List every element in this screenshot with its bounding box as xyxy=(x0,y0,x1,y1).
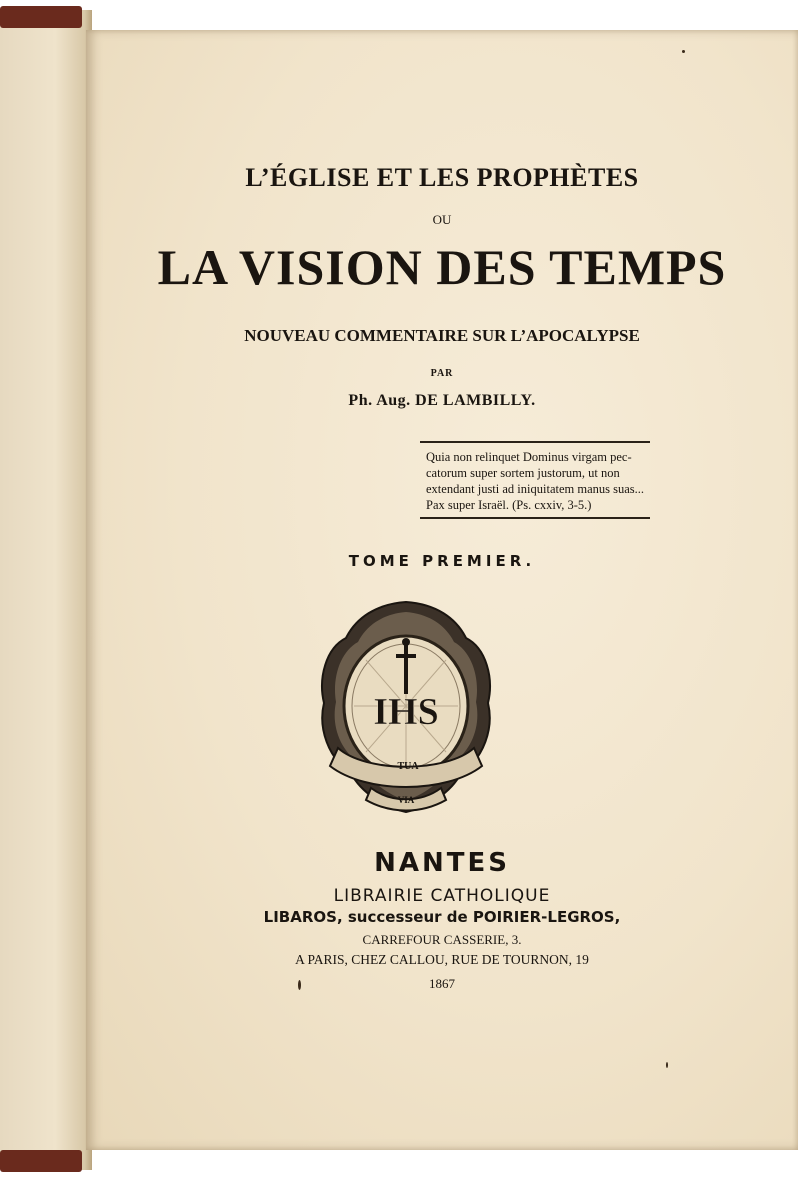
publisher-successor: LIBAROS, successeur de POIRIER-LEGROS, xyxy=(263,908,621,926)
subtitle: NOUVEAU COMMENTAIRE SUR L’APOCALYPSE xyxy=(244,326,640,345)
epigraph-line: extendant justi ad iniquitatem manus suas... xyxy=(426,482,645,496)
title-conjunction: OU xyxy=(432,212,452,227)
ihs-emblem-icon xyxy=(316,598,496,818)
emblem-ribbon-bottom: VIA xyxy=(397,795,415,805)
volume-label: TOME PREMIER. xyxy=(348,552,536,570)
publisher-city: NANTES xyxy=(374,848,510,878)
epigraph-line: catorum super sortem justorum, ut non xyxy=(426,466,620,480)
by-label: PAR xyxy=(430,368,454,379)
publisher-name: LIBRAIRIE CATHOLIQUE xyxy=(333,886,551,906)
epigraph-line: Pax super Israël. (Ps. cxxiv, 3-5.) xyxy=(426,498,592,512)
main-title: LA VISION DES TEMPS xyxy=(157,239,727,295)
emblem-ribbon-top: TUA xyxy=(397,761,419,772)
foxing-mark xyxy=(666,1062,668,1068)
epigraph-line: Quia non relinquet Dominus virgam pec- xyxy=(426,450,632,464)
title-line: L’ÉGLISE ET LES PROPHÈTES xyxy=(245,163,639,192)
ihs-monogram: IHS xyxy=(373,691,439,733)
author-name: Ph. Aug. DE LAMBILLY. xyxy=(348,392,536,409)
epigraph-block xyxy=(420,441,650,519)
binding-bottom-edge xyxy=(0,1150,82,1172)
foxing-mark xyxy=(298,980,301,990)
publisher-address: CARREFOUR CASSERIE, 3. xyxy=(362,932,522,947)
binding-top-edge xyxy=(0,6,82,28)
book-binding-left-page xyxy=(0,10,92,1170)
foxing-mark xyxy=(682,50,685,53)
title-page xyxy=(86,30,798,1150)
publisher-paris-address: A PARIS, CHEZ CALLOU, RUE DE TOURNON, 19 xyxy=(295,952,589,967)
publication-year: 1867 xyxy=(429,976,455,991)
